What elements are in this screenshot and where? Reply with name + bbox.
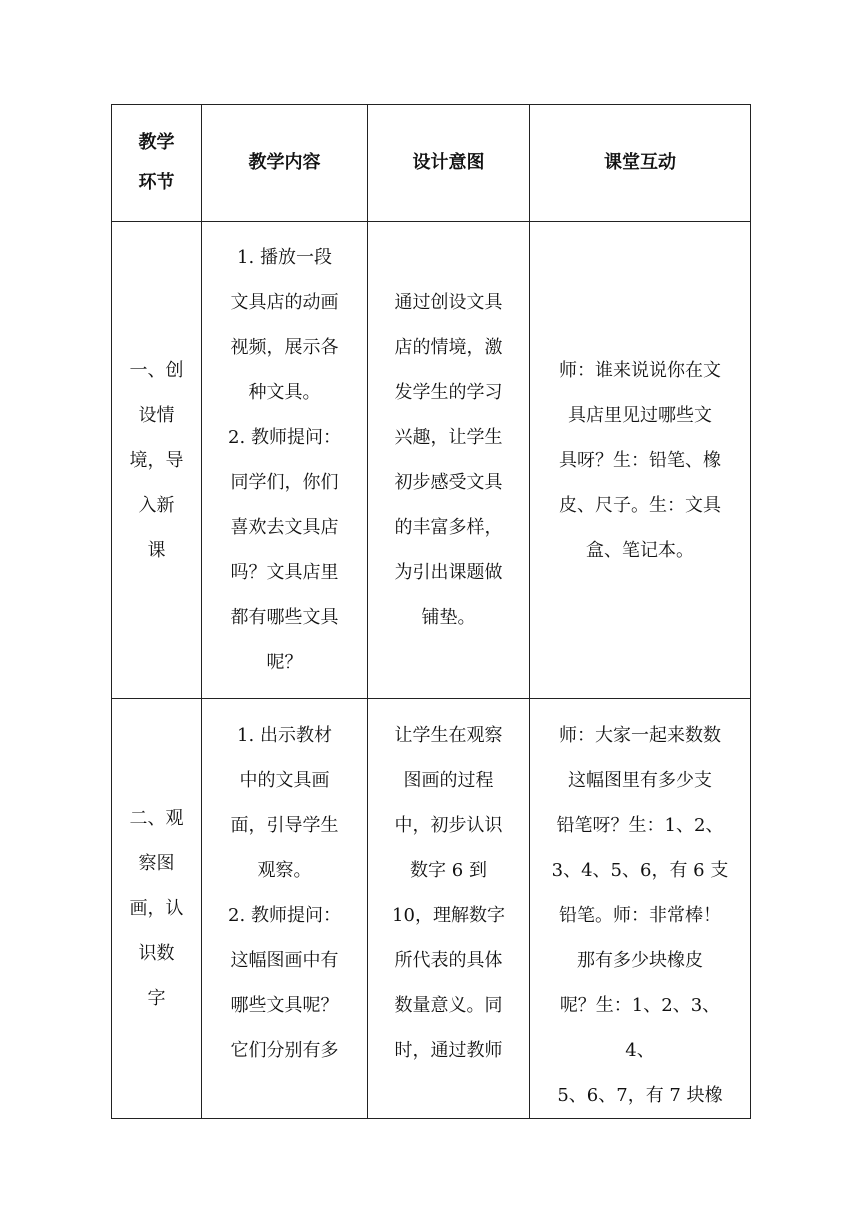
interaction-text: 师：大家一起来数数 这幅图里有多少支 铅笔呀？生：1、2、 3、4、5、6，有 6 支 铅笔。师：非常棒！ 那有多少块橡皮 呢？生：1、2、3、4、 5、6、7，有 7 块橡: [551, 725, 729, 1106]
table-row: [112, 699, 751, 1119]
design-cell: [368, 222, 530, 699]
lesson-plan-table: [111, 104, 751, 1119]
stage-cell: [112, 699, 202, 1119]
stage-text: 二、观 察图 画，认 识数 字: [129, 808, 184, 1009]
stage-text: 一、创 设情 境，导 入新 课: [129, 359, 184, 561]
design-text: 让学生在观察 图画的过程 中，初步认识 数字 6 到 10，理解数字 所代表的具体 数量意义。同 时，通过教师: [392, 725, 505, 1061]
content-cell: [202, 222, 368, 699]
design-text: 通过创设文具 店的情境，激 发学生的学习 兴趣，让学生 初步感受文具 的丰富多样， 为引出课题做 铺垫。: [394, 292, 503, 628]
content-cell: [202, 699, 368, 1119]
table-header-row: [112, 105, 751, 222]
design-cell: [368, 699, 530, 1119]
header-stage-label: 教学 环节: [138, 132, 175, 193]
interaction-cell: [530, 222, 751, 699]
header-interaction-label: 课堂互动: [604, 152, 676, 173]
interaction-text: 师：谁来说说你在文 具店里见过哪些文 具呀？生：铅笔、橡 皮、尺子。生：文具 盒、笔记本。: [559, 359, 721, 561]
header-design-label: 设计意图: [412, 152, 485, 173]
header-cell-interaction: [530, 105, 751, 222]
stage-cell: [112, 222, 202, 699]
header-cell-content: [202, 105, 368, 222]
header-cell-design: [368, 105, 530, 222]
content-text: 1. 播放一段 文具店的动画 视频，展示各 种文具。 2. 教师提问： 同学们，你们 喜欢去文具店 吗？文具店里 都有哪些文具 呢？: [228, 247, 341, 673]
content-text: 1. 出示教材 中的文具画 面，引导学生 观察。 2. 教师提问： 这幅图画中有 哪些文具呢？ 它们分别有多: [228, 725, 341, 1061]
header-content-label: 教学内容: [248, 152, 321, 173]
table-row: [112, 222, 751, 699]
interaction-cell: [530, 699, 751, 1119]
header-cell-stage: [112, 105, 202, 222]
